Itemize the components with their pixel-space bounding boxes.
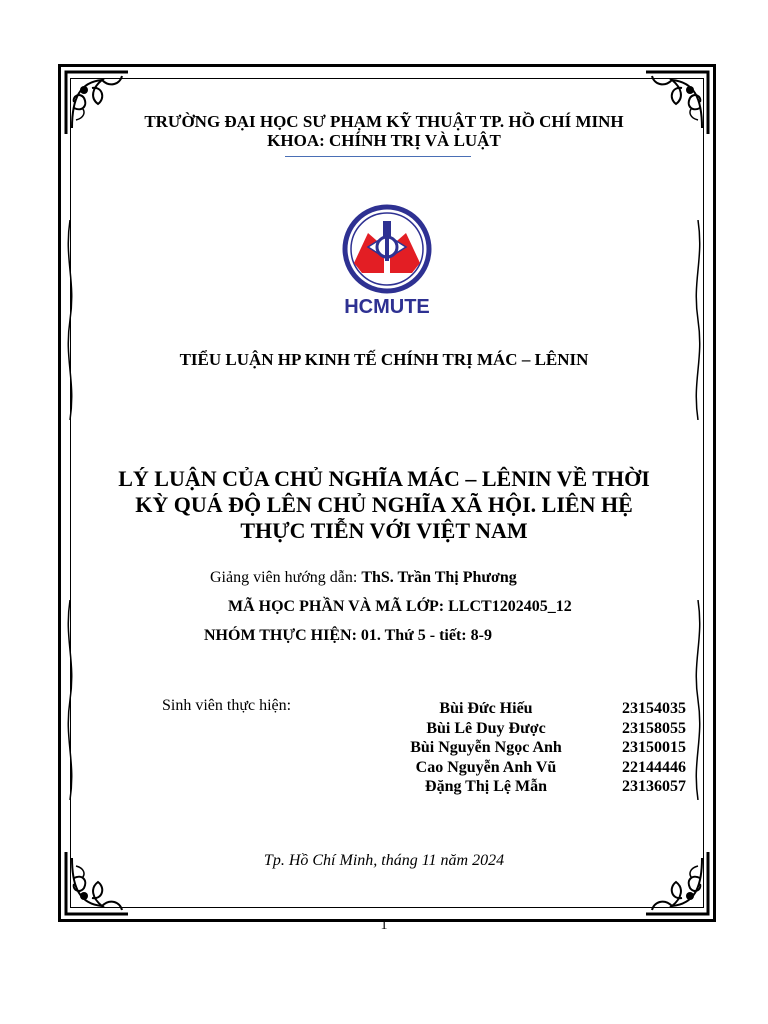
student-name: Bùi Lê Duy Được [426, 720, 546, 737]
student-id: 23150015 [622, 739, 686, 756]
hcmute-logo [334, 203, 440, 319]
student-name: Cao Nguyễn Anh Vũ [415, 759, 557, 776]
advisor-label: Giảng viên hướng dẫn: [210, 569, 358, 586]
student-name: Bùi Đức Hiếu [439, 700, 533, 717]
title-line: KỲ QUÁ ĐỘ LÊN CHỦ NGHĨA XÃ HỘI. LIÊN HỆ [135, 492, 633, 517]
faculty-name: KHOA: CHÍNH TRỊ VÀ LUẬT [267, 131, 501, 150]
students-label: Sinh viên thực hiện: [162, 697, 292, 714]
student-id: 23136057 [622, 778, 686, 795]
essay-title [0, 466, 768, 544]
page-number: 1 [380, 918, 388, 933]
student-name: Đặng Thị Lệ Mẫn [425, 778, 547, 795]
course-name: TIỂU LUẬN HP KINH TẾ CHÍNH TRỊ MÁC – LÊNIN [179, 350, 589, 369]
course-code: MÃ HỌC PHẦN VÀ MÃ LỚP: LLCT1202405_12 [228, 598, 572, 615]
advisor-name: ThS. Trần Thị Phương [361, 569, 517, 586]
place-date: Tp. Hồ Chí Minh, tháng 11 năm 2024 [263, 852, 505, 869]
student-id: 22144446 [622, 759, 686, 776]
title-line: LÝ LUẬN CỦA CHỦ NGHĨA MÁC – LÊNIN VỀ THỜI [118, 466, 650, 491]
side-ornament-icon [62, 600, 78, 800]
side-ornament-icon [690, 600, 706, 800]
student-id: 23154035 [622, 700, 686, 717]
group-info: NHÓM THỰC HIỆN: 01. Thứ 5 - tiết: 8-9 [204, 627, 492, 644]
side-ornament-icon [62, 220, 78, 420]
student-id: 23158055 [622, 720, 686, 737]
student-name: Bùi Nguyễn Ngọc Anh [410, 739, 562, 756]
advisor-line [210, 569, 517, 587]
header-underline [285, 156, 471, 157]
logo-text: HCMUTE [344, 296, 430, 318]
university-name: TRƯỜNG ĐẠI HỌC SƯ PHẠM KỸ THUẬT TP. HỒ CHÍ MINH [144, 112, 624, 131]
side-ornament-icon [690, 220, 706, 420]
title-line: THỰC TIỄN VỚI VIỆT NAM [240, 518, 528, 543]
